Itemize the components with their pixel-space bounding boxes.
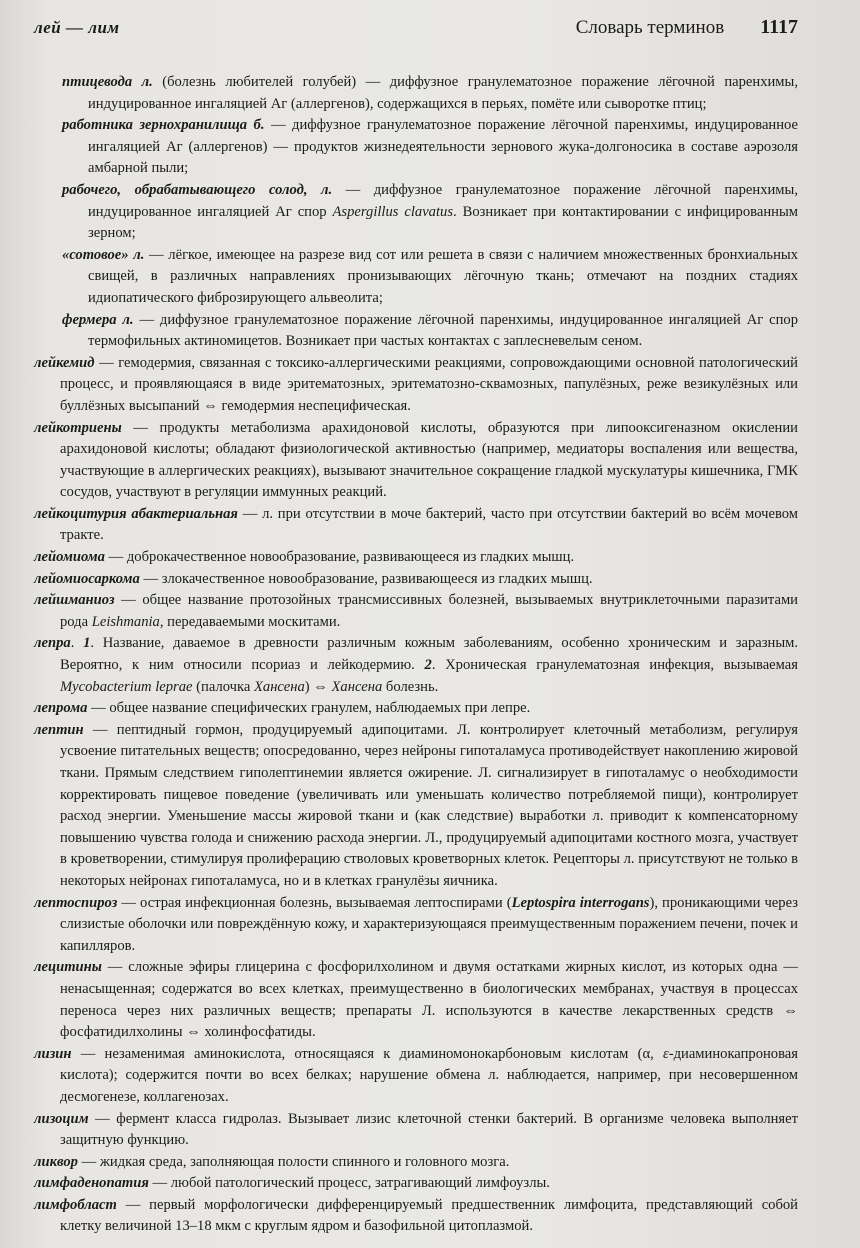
sub-entry: птицевода л. (болезнь любителей голубей) — диффузное гранулематозное поражение лёгочной паренхимы, индуцированное ингаляцией Аг (аллергенов), содержащихся в перьях, помёте или сыворотке птиц; — [62, 74, 798, 112]
headword: «сотовое» л. — [62, 246, 145, 263]
dictionary-entry: лимфаденопатия — любой патологический процесс, затрагивающий лимфоузлы. — [34, 1175, 550, 1192]
dictionary-entry: лизоцим — фермент класса гидролаз. Вызывает лизис клеточной стенки бактерий. В организме человека выполняет защитную функцию. — [34, 1110, 798, 1149]
headword: ликвор — [34, 1153, 78, 1170]
headword: лейшманиоз — [34, 592, 115, 609]
headword: лептоспироз — [34, 894, 118, 911]
dictionary-entry: лептоспироз — острая инфекционная болезнь, вызываемая лептоспирами (Leptospira interrogans), проникающими через слизистые оболочки или повреждённую кожу, и характеризующаяся преимущественным поражением печени, почек и капилляров. — [34, 894, 798, 954]
headword: лепрома — [34, 700, 88, 717]
latin-name: Mycobacterium leprae — [60, 678, 193, 695]
book-title: Словарь терминов — [575, 17, 725, 38]
sub-entry: рабочего, обрабатывающего солод, л. — диффузное гранулематозное поражение лёгочной паренхимы, индуцированное ингаляцией Аг спор Aspergillus clavatus. Возникает при контактировании с инфицированным зерном; — [62, 181, 798, 242]
dictionary-entry: лейшманиоз — общее название протозойных трансмиссивных болезней, вызываемых внутриклеточными паразитами рода Leishmania, передаваемыми москитами. — [34, 592, 798, 630]
headword: фермера л. — [62, 311, 134, 328]
sense-number: 2 — [424, 657, 432, 674]
header-right — [576, 16, 798, 39]
dictionary-entry: лизин — незаменимая аминокислота, относящаяся к диаминомонокарбоновым кислотам (α, ε-диаминокапроновая кислота); содержится почти во всех белках; нарушение обмена л. наблюдается, например, при несовершенном десмогенезе, коллагенозах. — [34, 1045, 798, 1105]
sub-entry: фермера л. — диффузное гранулематозное поражение лёгочной паренхимы, индуцированное ингаляцией Аг спор термофильных актиномицетов. Возникает при частых контактах с заплесневелым сеном. — [62, 311, 798, 350]
dictionary-entry: лейкоцитурия абактериальная — л. при отсутствии в моче бактерий, часто при отсутствии бактерий во всём мочевом тракте. — [34, 505, 798, 544]
dictionary-entry: лецитины — сложные эфиры глицерина с фосфорилхолином и двумя остатками жирных кислот, из которых одна — ненасыщенная; содержатся во всех клетках, преимущественно в биологических мембранах, участвуя в процессах переноса через них различных веществ; препараты Л. используются в качестве лекарственных средств ⇔ фосфатидилхолины ⇔ холинфосфатиды. — [34, 959, 798, 1041]
dictionary-entry: лейомиома — доброкачественное новообразование, развивающееся из гладких мышц. — [34, 549, 575, 566]
dictionary-entry: лепра. 1. Название, даваемое в древности различным кожным заболеваниям, особенно хроническим и заразным. Вероятно, к ним относили псориаз и лейкодермию. 2. Хроническая гранулематозная инфекция, вызываемая Mycobacterium leprae (палочка Хансена) ⇔ Хансена болезнь. — [34, 635, 799, 695]
headword: лейомиома — [34, 549, 105, 566]
headword: лейкотриены — [34, 419, 122, 436]
headword: рабочего, обрабатывающего солод, л. — [62, 181, 333, 198]
latin-name: Leishmania — [91, 613, 160, 630]
headword: лептин — [34, 721, 84, 738]
headword: лейкоцитурия абактериальная — [34, 505, 238, 522]
headword: лизин — [34, 1045, 72, 1062]
sub-entry: «сотовое» л. — лёгкое, имеющее на разрезе вид сот или решета в связи с наличием множественных бронхиальных свищей, в различных направлениях пронизывающих лёгочную ткань; отмечают на поздних стадиях идиопатического фиброзирующего альвеолита; — [62, 246, 798, 306]
dictionary-entry: лептин — пептидный гормон, продуцируемый адипоцитами. Л. контролирует клеточный метаболизм, регулируя усвоение питательных веществ; опосредованно, через нейроны гипоталамуса противодействует накоплению жировой ткани. Прямым следствием гиполептинемии является ожирение. Л. сигнализирует в гипоталамус о необходимости корректировать пищевое поведение (увеличивать или уменьшать количество потребляемой пищи), контролирует расход энергии. Уменьшение массы жировой ткани и (как следствие) выработки л. приводит к компенсаторному повышению чувства голода и снижению расхода энергии. Л., продуцируемый адипоцитами костного мозга, участвует в кроветворении, стимулируя пролиферацию стволовых кроветворных клеток. Рецепторы л. присутствуют не только в некоторых нейронах гипоталамуса, но и в клетках гранулёзы яичника. — [34, 721, 798, 889]
headword: лепра — [34, 635, 71, 652]
eponym: Хансена — [253, 678, 305, 695]
dictionary-entry: лейкотриены — продукты метаболизма арахидоновой кислоты, образуются при липооксигеназном окислении арахидоновой кислоты; обладают физиологической активностью (например, медиаторы воспаления или вещества, участвующие в аллергических реакциях), вызывают значительное сокращение гладкой мускулатуры кишечника, ГМК сосудов, участвуют в регуляции иммунных реакций. — [34, 419, 798, 501]
headword: лизоцим — [34, 1110, 89, 1127]
eponym: Хансена — [331, 678, 383, 695]
dictionary-entry: лепрома — общее название специфических гранулем, наблюдаемых при лепре. — [34, 700, 531, 717]
headword: лейкемид — [34, 354, 95, 371]
page-header — [34, 16, 798, 50]
entries — [34, 72, 798, 1238]
sub-entry: работника зернохранилища б. — диффузное гранулематозное поражение лёгочной паренхимы, индуцированное ингаляцией Аг (аллергенов) — продуктов жизнедеятельности зернового жука-долгоносика в составе аэрозоля амбарной пыли; — [62, 117, 798, 177]
dictionary-entry: ликвор — жидкая среда, заполняющая полости спинного и головного мозга. — [34, 1153, 510, 1170]
dictionary-entry: лимфобласт — первый морфологически дифференцируемый предшественник лимфоцита, представляющий собой клетку величиной 13–18 мкм с круглым ядром и базофильной цитоплазмой. — [34, 1196, 798, 1235]
dictionary-entry: лейкемид — гемодермия, связанная с токсико-аллергическими реакциями, сопровождающими основной патологический процесс, и проявляющаяся в виде эритематозных, эритематозно-сквамозных, папулёзных, реже везикулёзных или буллёзных высыпаний ⇔ гемодермия неспецифическая. — [34, 354, 798, 414]
headword: лимфобласт — [34, 1196, 117, 1213]
page-number: 1117 — [760, 16, 798, 38]
running-head: лей — лим — [34, 18, 120, 37]
headword: работника зернохранилища б. — [62, 117, 265, 134]
headword: лецитины — [34, 959, 102, 976]
dictionary-entry: лейомиосаркома — злокачественное новообразование, развивающееся из гладких мышц. — [34, 570, 593, 587]
headword: лейомиосаркома — [34, 570, 140, 587]
headword: птицевода л. — [62, 74, 153, 90]
latin-name: Leptospira interrogans — [511, 894, 650, 911]
sense-number: 1 — [83, 635, 91, 652]
latin-name: Aspergillus clavatus — [332, 203, 454, 220]
headword: лимфаденопатия — [34, 1175, 149, 1192]
